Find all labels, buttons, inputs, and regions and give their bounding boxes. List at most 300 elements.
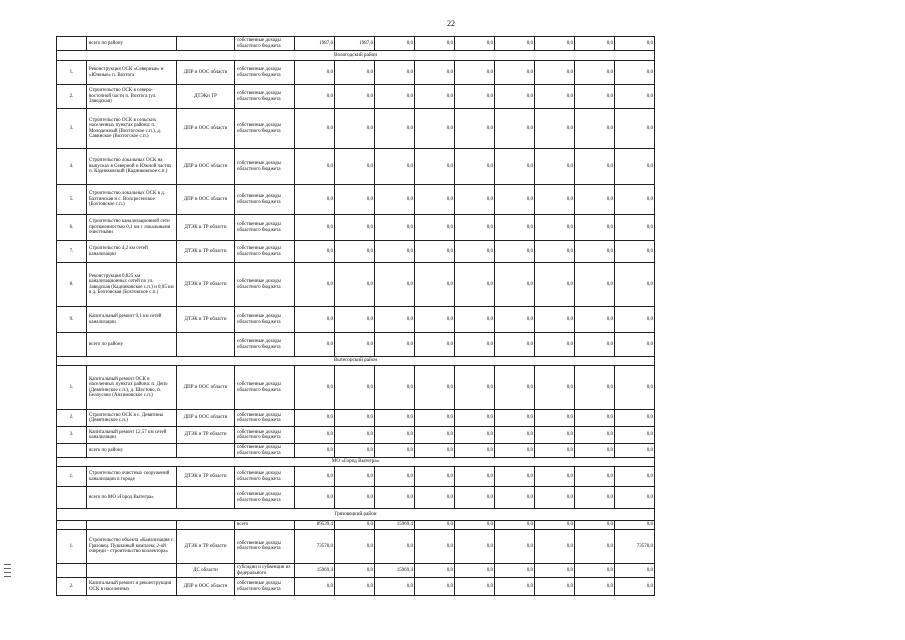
total-row bbox=[57, 487, 655, 509]
total-row bbox=[57, 521, 655, 530]
amount-cell: 0,0 bbox=[575, 366, 615, 410]
amount-cell: 0,0 bbox=[455, 467, 495, 487]
measure-name: всего по району bbox=[87, 37, 177, 51]
total-row bbox=[57, 444, 655, 458]
row-number: 1. bbox=[57, 61, 87, 85]
amount-cell: 0,0 bbox=[535, 149, 575, 185]
amount-cell: 0,0 bbox=[495, 149, 535, 185]
amount-cell: 73570,0 bbox=[295, 529, 335, 563]
amount-cell: 0,0 bbox=[335, 185, 375, 215]
amount-cell: 0,0 bbox=[295, 487, 335, 509]
amount-cell: 0,0 bbox=[455, 578, 495, 596]
funding-source: собственные доходы областного бюджета bbox=[235, 109, 295, 149]
amount-cell: 0,0 bbox=[535, 85, 575, 109]
row-number: 3. bbox=[57, 427, 87, 444]
measure-name: всего по району bbox=[87, 333, 177, 357]
amount-cell: 0,0 bbox=[615, 85, 655, 109]
amount-cell: 0,0 bbox=[495, 487, 535, 509]
amount-cell: 0,0 bbox=[615, 263, 655, 307]
amount-cell: 0,0 bbox=[455, 263, 495, 307]
row-number: 8. bbox=[57, 263, 87, 307]
measure-name: всего по МО «Город Вытегра» bbox=[87, 487, 177, 509]
amount-cell: 15969,4 bbox=[295, 563, 335, 577]
amount-cell: 0,0 bbox=[455, 529, 495, 563]
amount-cell: 0,0 bbox=[335, 263, 375, 307]
measure-name: Строительство ОСК в сельских населенных пунктах района: п. Молодежный (Вохтогское с.п.), д. Савинское (Вохтогское с.п.) bbox=[87, 109, 177, 149]
amount-cell: 0,0 bbox=[415, 85, 455, 109]
amount-cell: 0,0 bbox=[375, 333, 415, 357]
amount-cell: 0,0 bbox=[455, 427, 495, 444]
amount-cell: 0,0 bbox=[575, 241, 615, 263]
amount-cell: 0,0 bbox=[335, 529, 375, 563]
row-number: 1. bbox=[57, 366, 87, 410]
executor: ДПР и ООС области bbox=[177, 410, 235, 427]
amount-cell: 0,0 bbox=[615, 149, 655, 185]
amount-cell: 0,0 bbox=[495, 521, 535, 530]
row-number: 7. bbox=[57, 241, 87, 263]
amount-cell: 0,0 bbox=[455, 410, 495, 427]
amount-cell: 0,0 bbox=[415, 366, 455, 410]
amount-cell: 0,0 bbox=[575, 333, 615, 357]
amount-cell: 0,0 bbox=[535, 444, 575, 458]
row-number: 2. bbox=[57, 410, 87, 427]
amount-cell: 0,0 bbox=[335, 61, 375, 85]
amount-cell: 0,0 bbox=[295, 444, 335, 458]
amount-cell: 0,0 bbox=[375, 366, 415, 410]
amount-cell: 0,0 bbox=[415, 185, 455, 215]
funding-source: собственные доходы областного бюджета bbox=[235, 578, 295, 596]
amount-cell: 0,0 bbox=[415, 109, 455, 149]
funding-source: собственные доходы областного бюджета bbox=[235, 307, 295, 333]
amount-cell: 0,0 bbox=[335, 444, 375, 458]
amount-cell: 0,0 bbox=[375, 487, 415, 509]
measure-name: Строительство локальных ОСК в д. Бахтинская и с. Воскресенское (Бохтовское с.п.) bbox=[87, 185, 177, 215]
amount-cell: 0,0 bbox=[535, 563, 575, 577]
table-row bbox=[57, 263, 655, 307]
amount-cell: 0,0 bbox=[335, 109, 375, 149]
measure-name: Капитальный ремонт ОСК в населенных пунктах района: п. Депо (Девятинское с.п.), д. Шестово, п. Белоусово (Анхимовское с.п.) bbox=[87, 366, 177, 410]
amount-cell: 0,0 bbox=[535, 215, 575, 241]
row-number bbox=[57, 563, 87, 577]
amount-cell: 0,0 bbox=[295, 307, 335, 333]
amount-cell: 0,0 bbox=[495, 366, 535, 410]
amount-cell: 0,0 bbox=[495, 215, 535, 241]
amount-cell: 0,0 bbox=[495, 444, 535, 458]
amount-cell: 0,0 bbox=[615, 215, 655, 241]
amount-cell: 0,0 bbox=[615, 578, 655, 596]
amount-cell: 0,0 bbox=[455, 37, 495, 51]
amount-cell: 0,0 bbox=[575, 578, 615, 596]
measure-name bbox=[87, 563, 177, 577]
amount-cell: 0,0 bbox=[575, 427, 615, 444]
amount-cell: 0,0 bbox=[415, 410, 455, 427]
funding-source: собственные доходы областного бюджета bbox=[235, 241, 295, 263]
amount-cell: 0,0 bbox=[295, 263, 335, 307]
funding-source: собственные доходы областного бюджета bbox=[235, 149, 295, 185]
amount-cell: 1987,6 bbox=[335, 37, 375, 51]
executor: ДПР и ООС области bbox=[177, 109, 235, 149]
amount-cell: 0,0 bbox=[455, 241, 495, 263]
amount-cell: 0,0 bbox=[615, 109, 655, 149]
table-row bbox=[57, 410, 655, 427]
amount-cell: 0,0 bbox=[375, 37, 415, 51]
amount-cell: 0,0 bbox=[615, 427, 655, 444]
amount-cell: 0,0 bbox=[455, 563, 495, 577]
row-number bbox=[57, 444, 87, 458]
amount-cell: 0,0 bbox=[575, 444, 615, 458]
row-number bbox=[57, 37, 87, 51]
amount-cell: 0,0 bbox=[375, 185, 415, 215]
executor: ДТЭК и ТР области bbox=[177, 529, 235, 563]
amount-cell: 0,0 bbox=[615, 487, 655, 509]
funding-source: всего bbox=[235, 521, 295, 530]
amount-cell: 0,0 bbox=[415, 241, 455, 263]
amount-cell: 0,0 bbox=[575, 487, 615, 509]
amount-cell: 0,0 bbox=[335, 307, 375, 333]
amount-cell: 0,0 bbox=[495, 263, 535, 307]
amount-cell: 0,0 bbox=[295, 333, 335, 357]
executor: ДТЭК и ТР области bbox=[177, 427, 235, 444]
amount-cell: 0,0 bbox=[535, 578, 575, 596]
amount-cell: 0,0 bbox=[495, 307, 535, 333]
amount-cell: 0,0 bbox=[375, 410, 415, 427]
amount-cell: 0,0 bbox=[455, 444, 495, 458]
table-row bbox=[57, 241, 655, 263]
amount-cell: 0,0 bbox=[415, 521, 455, 530]
amount-cell: 0,0 bbox=[575, 263, 615, 307]
amount-cell: 1987,6 bbox=[295, 37, 335, 51]
amount-cell: 15969,4 bbox=[375, 563, 415, 577]
measure-name: Строительство канализационной сети протяженностью 0,1 км с локальными очистными bbox=[87, 215, 177, 241]
row-number bbox=[57, 521, 87, 530]
amount-cell: 0,0 bbox=[535, 410, 575, 427]
executor: ДТЭК и ТР области bbox=[177, 263, 235, 307]
amount-cell: 0,0 bbox=[415, 215, 455, 241]
measure-name: Строительство ОСК в с. Девятины (Девятинское с.п.) bbox=[87, 410, 177, 427]
funding-source: собственные доходы областного бюджета bbox=[235, 410, 295, 427]
district-header-row bbox=[57, 51, 655, 61]
executor: ДПР и ООС области bbox=[177, 149, 235, 185]
funding-source: собственные доходы областного бюджета bbox=[235, 444, 295, 458]
district-name: Грязовецкий район bbox=[57, 509, 655, 521]
executor bbox=[177, 37, 235, 51]
amount-cell: 0,0 bbox=[335, 410, 375, 427]
measure-name: Строительство ОСК в северо-восточной части п. Вохтога (ул. Заводская) bbox=[87, 85, 177, 109]
amount-cell: 0,0 bbox=[575, 61, 615, 85]
district-header-row bbox=[57, 509, 655, 521]
row-number: 2. bbox=[57, 85, 87, 109]
district-name: Вытегорский район bbox=[57, 357, 655, 366]
amount-cell: 0,0 bbox=[415, 563, 455, 577]
amount-cell: 0,0 bbox=[575, 215, 615, 241]
funding-source: собственные доходы областного бюджета bbox=[235, 85, 295, 109]
amount-cell: 0,0 bbox=[295, 149, 335, 185]
funding-source: собственные доходы областного бюджета bbox=[235, 487, 295, 509]
amount-cell: 0,0 bbox=[575, 563, 615, 577]
measure-name: Капитальный ремонт 12,57 км сетей канализации bbox=[87, 427, 177, 444]
amount-cell: 0,0 bbox=[535, 109, 575, 149]
total-row bbox=[57, 37, 655, 51]
amount-cell: 0,0 bbox=[495, 427, 535, 444]
table-row bbox=[57, 109, 655, 149]
amount-cell: 15969,4 bbox=[375, 521, 415, 530]
amount-cell: 0,0 bbox=[495, 85, 535, 109]
amount-cell: 0,0 bbox=[615, 185, 655, 215]
amount-cell: 0,0 bbox=[535, 61, 575, 85]
amount-cell: 0,0 bbox=[495, 241, 535, 263]
measure-name: Строительство объекта «Канализация г. Грязовец. Пушкиный комплекс 2-ой очереди - строительство коллектора» bbox=[87, 529, 177, 563]
row-number: 9. bbox=[57, 307, 87, 333]
amount-cell: 0,0 bbox=[375, 467, 415, 487]
measure-name: Строительство очистных сооружений канализации в городе bbox=[87, 467, 177, 487]
row-number: 4. bbox=[57, 149, 87, 185]
amount-cell: 0,0 bbox=[615, 37, 655, 51]
row-number: 3. bbox=[57, 109, 87, 149]
amount-cell: 0,0 bbox=[575, 410, 615, 427]
amount-cell: 0,0 bbox=[335, 467, 375, 487]
executor: ДТЭК и ТР области bbox=[177, 307, 235, 333]
amount-cell: 0,0 bbox=[535, 37, 575, 51]
executor bbox=[177, 521, 235, 530]
row-number: 6. bbox=[57, 215, 87, 241]
amount-cell: 0,0 bbox=[575, 85, 615, 109]
district-header-row bbox=[57, 357, 655, 366]
amount-cell: 0,0 bbox=[575, 529, 615, 563]
table-row bbox=[57, 185, 655, 215]
amount-cell: 0,0 bbox=[575, 149, 615, 185]
executor: ДПР и ООС области bbox=[177, 578, 235, 596]
district-name: Вологодский район bbox=[57, 51, 655, 61]
executor: ДТЭК и ТР области bbox=[177, 215, 235, 241]
amount-cell: 0,0 bbox=[415, 427, 455, 444]
amount-cell: 0,0 bbox=[615, 307, 655, 333]
amount-cell: 0,0 bbox=[415, 149, 455, 185]
executor bbox=[177, 333, 235, 357]
amount-cell: 0,0 bbox=[495, 109, 535, 149]
amount-cell: 0,0 bbox=[455, 61, 495, 85]
measure-name: Строительство 4,2 км сетей канализации bbox=[87, 241, 177, 263]
total-row bbox=[57, 333, 655, 357]
amount-cell: 0,0 bbox=[535, 241, 575, 263]
executor: ДТЭК и ТР области bbox=[177, 241, 235, 263]
table-row bbox=[57, 366, 655, 410]
amount-cell: 0,0 bbox=[335, 241, 375, 263]
executor: ДПР и ООС области bbox=[177, 61, 235, 85]
amount-cell: 0,0 bbox=[575, 37, 615, 51]
margin-marks bbox=[4, 564, 11, 580]
amount-cell: 0,0 bbox=[375, 263, 415, 307]
amount-cell: 0,0 bbox=[455, 85, 495, 109]
amount-cell: 0,0 bbox=[295, 410, 335, 427]
funding-source: собственные доходы областного бюджета bbox=[235, 427, 295, 444]
funding-source: субсидии и субвенции из федерального bbox=[235, 563, 295, 577]
amount-cell: 0,0 bbox=[495, 37, 535, 51]
amount-cell: 0,0 bbox=[455, 307, 495, 333]
amount-cell: 0,0 bbox=[575, 307, 615, 333]
amount-cell: 0,0 bbox=[295, 61, 335, 85]
amount-cell: 0,0 bbox=[375, 61, 415, 85]
amount-cell: 0,0 bbox=[455, 366, 495, 410]
amount-cell: 0,0 bbox=[335, 215, 375, 241]
page-number: 22 bbox=[447, 19, 455, 28]
amount-cell: 0,0 bbox=[535, 467, 575, 487]
amount-cell: 0,0 bbox=[375, 529, 415, 563]
funding-source: собственные доходы областного бюджета bbox=[235, 61, 295, 85]
amount-cell: 0,0 bbox=[415, 467, 455, 487]
amount-cell: 0,0 bbox=[455, 185, 495, 215]
table-row bbox=[57, 467, 655, 487]
amount-cell: 0,0 bbox=[535, 333, 575, 357]
amount-cell: 0,0 bbox=[535, 366, 575, 410]
amount-cell: 0,0 bbox=[375, 444, 415, 458]
amount-cell: 0,0 bbox=[455, 521, 495, 530]
amount-cell: 0,0 bbox=[615, 563, 655, 577]
table-row bbox=[57, 61, 655, 85]
amount-cell: 0,0 bbox=[535, 529, 575, 563]
amount-cell: 0,0 bbox=[575, 521, 615, 530]
amount-cell: 0,0 bbox=[535, 427, 575, 444]
amount-cell: 0,0 bbox=[295, 241, 335, 263]
amount-cell: 0,0 bbox=[535, 521, 575, 530]
amount-cell: 0,0 bbox=[335, 578, 375, 596]
amount-cell: 0,0 bbox=[535, 263, 575, 307]
amount-cell: 0,0 bbox=[495, 529, 535, 563]
district-name: МО «Город Вытегра» bbox=[57, 458, 655, 467]
amount-cell: 0,0 bbox=[415, 307, 455, 333]
amount-cell: 0,0 bbox=[415, 487, 455, 509]
amount-cell: 0,0 bbox=[375, 109, 415, 149]
amount-cell: 0,0 bbox=[615, 467, 655, 487]
amount-cell: 0,0 bbox=[335, 521, 375, 530]
row-number: 1. bbox=[57, 467, 87, 487]
amount-cell: 0,0 bbox=[495, 185, 535, 215]
amount-cell: 0,0 bbox=[335, 333, 375, 357]
amount-cell: 0,0 bbox=[335, 85, 375, 109]
amount-cell: 0,0 bbox=[535, 307, 575, 333]
amount-cell: 0,0 bbox=[375, 578, 415, 596]
amount-cell: 0,0 bbox=[455, 487, 495, 509]
amount-cell: 0,0 bbox=[415, 529, 455, 563]
row-number bbox=[57, 333, 87, 357]
amount-cell: 0,0 bbox=[495, 467, 535, 487]
amount-cell: 0,0 bbox=[455, 109, 495, 149]
amount-cell: 0,0 bbox=[615, 333, 655, 357]
executor: ДТЭКи ТР bbox=[177, 85, 235, 109]
amount-cell: 0,0 bbox=[295, 427, 335, 444]
amount-cell: 0,0 bbox=[575, 109, 615, 149]
amount-cell: 0,0 bbox=[615, 61, 655, 85]
amount-cell: 0,0 bbox=[575, 185, 615, 215]
amount-cell: 0,0 bbox=[295, 215, 335, 241]
amount-cell: 0,0 bbox=[335, 487, 375, 509]
executor bbox=[177, 444, 235, 458]
amount-cell: 0,0 bbox=[415, 578, 455, 596]
amount-cell: 0,0 bbox=[615, 410, 655, 427]
amount-cell: 0,0 bbox=[295, 578, 335, 596]
amount-cell: 0,0 bbox=[335, 366, 375, 410]
table-row bbox=[57, 529, 655, 563]
amount-cell: 0,0 bbox=[415, 444, 455, 458]
amount-cell: 0,0 bbox=[455, 149, 495, 185]
amount-cell: 0,0 bbox=[375, 427, 415, 444]
funding-source: собственные доходы областного бюджета bbox=[235, 215, 295, 241]
amount-cell: 0,0 bbox=[295, 109, 335, 149]
row-number: 2. bbox=[57, 578, 87, 596]
amount-cell: 73570,0 bbox=[615, 529, 655, 563]
amount-cell: 0,0 bbox=[615, 521, 655, 530]
executor bbox=[177, 487, 235, 509]
amount-cell: 0,0 bbox=[495, 578, 535, 596]
amount-cell: 0,0 bbox=[495, 563, 535, 577]
funding-source: собственные доходы областного бюджета bbox=[235, 366, 295, 410]
amount-cell: 0,0 bbox=[495, 333, 535, 357]
amount-cell: 0,0 bbox=[415, 333, 455, 357]
amount-cell: 89539,4 bbox=[295, 521, 335, 530]
amount-cell: 0,0 bbox=[335, 427, 375, 444]
amount-cell: 0,0 bbox=[615, 366, 655, 410]
amount-cell: 0,0 bbox=[415, 263, 455, 307]
amount-cell: 0,0 bbox=[495, 410, 535, 427]
table-row bbox=[57, 149, 655, 185]
table-row bbox=[57, 427, 655, 444]
amount-cell: 0,0 bbox=[295, 467, 335, 487]
table-row bbox=[57, 578, 655, 596]
measure-name: Реконструкция ОСК «Северные» и «Южные» п. Вохтога bbox=[87, 61, 177, 85]
executor: ДПР и ООС области bbox=[177, 366, 235, 410]
measure-name: Строительство локальных ОСК на выпусках в Северной и Южной частях п. Кадниковский (Кадниковское с.п.) bbox=[87, 149, 177, 185]
amount-cell: 0,0 bbox=[455, 215, 495, 241]
amount-cell: 0,0 bbox=[535, 185, 575, 215]
amount-cell: 0,0 bbox=[295, 366, 335, 410]
executor: ДС области bbox=[177, 563, 235, 577]
amount-cell: 0,0 bbox=[615, 241, 655, 263]
amount-cell: 0,0 bbox=[415, 37, 455, 51]
amount-cell: 0,0 bbox=[375, 307, 415, 333]
executor: ДТЭК и ТР области bbox=[177, 467, 235, 487]
row-number: 1. bbox=[57, 529, 87, 563]
row-number bbox=[57, 487, 87, 509]
measure-name: Капитальный ремонт 9,1 км сетей канализации bbox=[87, 307, 177, 333]
funding-source: собственные доходы областного бюджета bbox=[235, 467, 295, 487]
amount-cell: 0,0 bbox=[375, 241, 415, 263]
table-row bbox=[57, 307, 655, 333]
district-header-row bbox=[57, 458, 655, 467]
amount-cell: 0,0 bbox=[295, 185, 335, 215]
amount-cell: 0,0 bbox=[575, 467, 615, 487]
amount-cell: 0,0 bbox=[375, 215, 415, 241]
funding-source: собственные доходы областного бюджета bbox=[235, 185, 295, 215]
amount-cell: 0,0 bbox=[495, 61, 535, 85]
amount-cell: 0,0 bbox=[335, 563, 375, 577]
table-row bbox=[57, 85, 655, 109]
amount-cell: 0,0 bbox=[415, 61, 455, 85]
funding-source: собственные доходы областного бюджета bbox=[235, 37, 295, 51]
funding-source: собственные доходы областного бюджета bbox=[235, 263, 295, 307]
amount-cell: 0,0 bbox=[615, 444, 655, 458]
amount-cell: 0,0 bbox=[535, 487, 575, 509]
measure-name bbox=[87, 521, 177, 530]
funding-source: собственные доходы областного бюджета bbox=[235, 333, 295, 357]
measure-name: Реконструкция 0,825 км канализационных сетей по ул. Заводская (Кадниковское с.п.) и 0,05 км в д. Бохтовская (Бохтовское с.п.) bbox=[87, 263, 177, 307]
budget-table bbox=[56, 36, 655, 596]
amount-cell: 0,0 bbox=[295, 85, 335, 109]
measure-name: Капитальный ремонт и реконструкция ОСК в населенных bbox=[87, 578, 177, 596]
amount-cell: 0,0 bbox=[375, 85, 415, 109]
table-row bbox=[57, 215, 655, 241]
amount-cell: 0,0 bbox=[375, 149, 415, 185]
funding-source: собственные доходы областного бюджета bbox=[235, 529, 295, 563]
amount-cell: 0,0 bbox=[335, 149, 375, 185]
